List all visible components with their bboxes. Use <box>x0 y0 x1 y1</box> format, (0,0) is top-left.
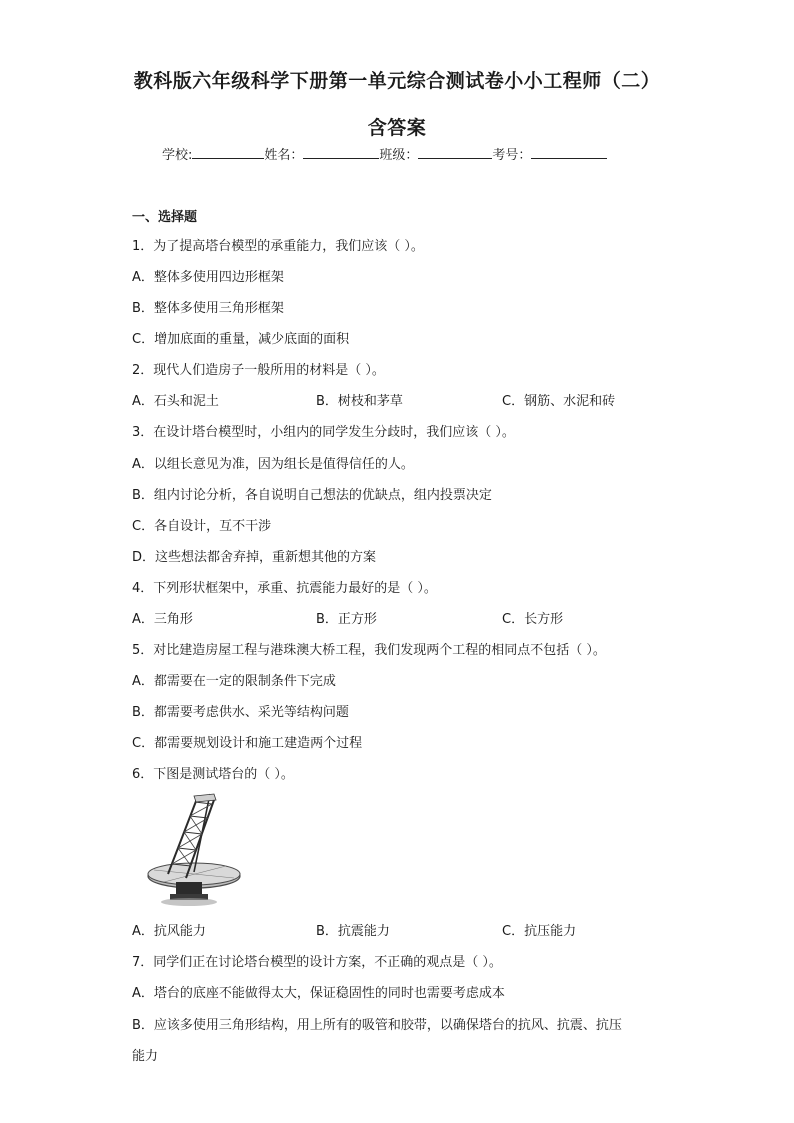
question-2-option-c[interactable]: C．钢筋、水泥和砖 <box>502 394 616 409</box>
question-3-stem: 3．在设计塔台模型时，小组内的同学发生分歧时，我们应该（ ）。 <box>132 425 515 440</box>
question-3-option-b[interactable]: B．组内讨论分析，各自说明自己想法的优缺点，组内投票决定 <box>132 488 492 503</box>
question-5-option-b[interactable]: B．都需要考虑供水、采光等结构问题 <box>132 705 349 720</box>
question-3-option-c[interactable]: C．各自设计，互不干涉 <box>132 519 272 534</box>
question-5-stem: 5．对比建造房屋工程与港珠澳大桥工程，我们发现两个工程的相同点不包括（ ）。 <box>132 643 606 658</box>
question-3-option-d[interactable]: D．这些想法都舍弃掉，重新想其他的方案 <box>132 550 377 565</box>
question-3-option-a[interactable]: A．以组长意见为准，因为组长是值得信任的人。 <box>132 457 414 472</box>
question-6-option-a[interactable]: A．抗风能力 <box>132 924 206 939</box>
question-2-option-a[interactable]: A．石头和泥土 <box>132 394 219 409</box>
exam-number-blank[interactable] <box>531 145 607 159</box>
student-info-row <box>162 144 607 163</box>
question-7-option-a[interactable]: A．塔台的底座不能做得太大，保证稳固性的同时也需要考虑成本 <box>132 986 505 1001</box>
question-2-stem: 2．现代人们造房子一般所用的材料是（ ）。 <box>132 363 385 378</box>
question-2-option-b[interactable]: B．树枝和茅草 <box>316 394 403 409</box>
question-6-stem: 6．下图是测试塔台的（ ）。 <box>132 767 294 782</box>
question-7-option-b[interactable]: B．应该多使用三角形结构，用上所有的吸管和胶带，以确保塔台的抗风、抗震、抗压 <box>132 1018 622 1033</box>
question-6-option-c[interactable]: C．抗压能力 <box>502 924 577 939</box>
tower-shake-table-figure <box>134 790 246 908</box>
question-4-option-c[interactable]: C．长方形 <box>502 612 564 627</box>
question-7-option-b-continued: 能力 <box>132 1049 159 1064</box>
question-5-option-c[interactable]: C．都需要规划设计和施工建造两个过程 <box>132 736 363 751</box>
school-label: 学校: <box>162 148 193 163</box>
question-7-stem: 7．同学们正在讨论塔台模型的设计方案，不正确的观点是（ ）。 <box>132 955 502 970</box>
class-blank[interactable] <box>418 145 492 159</box>
question-6-option-b[interactable]: B．抗震能力 <box>316 924 390 939</box>
section-title: 一、选择题 <box>132 210 198 225</box>
name-label: 姓名： <box>264 148 304 163</box>
exam-number-label: 考号： <box>492 148 532 163</box>
question-1-option-a[interactable]: A．整体多使用四边形框架 <box>132 270 284 285</box>
class-label: 班级： <box>379 148 419 163</box>
name-blank[interactable] <box>303 145 379 159</box>
question-1-option-b[interactable]: B．整体多使用三角形框架 <box>132 301 284 316</box>
question-5-option-a[interactable]: A．都需要在一定的限制条件下完成 <box>132 674 336 689</box>
question-1-option-c[interactable]: C．增加底面的重量，减少底面的面积 <box>132 332 350 347</box>
school-blank[interactable] <box>192 145 264 159</box>
page-subtitle: 含答案 <box>367 117 427 139</box>
question-4-stem: 4．下列形状框架中，承重、抗震能力最好的是（ ）。 <box>132 581 437 596</box>
page-title: 教科版六年级科学下册第一单元综合测试卷小小工程师（二） <box>133 70 661 92</box>
question-4-option-a[interactable]: A．三角形 <box>132 612 193 627</box>
question-1-stem: 1．为了提高塔台模型的承重能力，我们应该（ ）。 <box>132 239 424 254</box>
question-4-option-b[interactable]: B．正方形 <box>316 612 377 627</box>
